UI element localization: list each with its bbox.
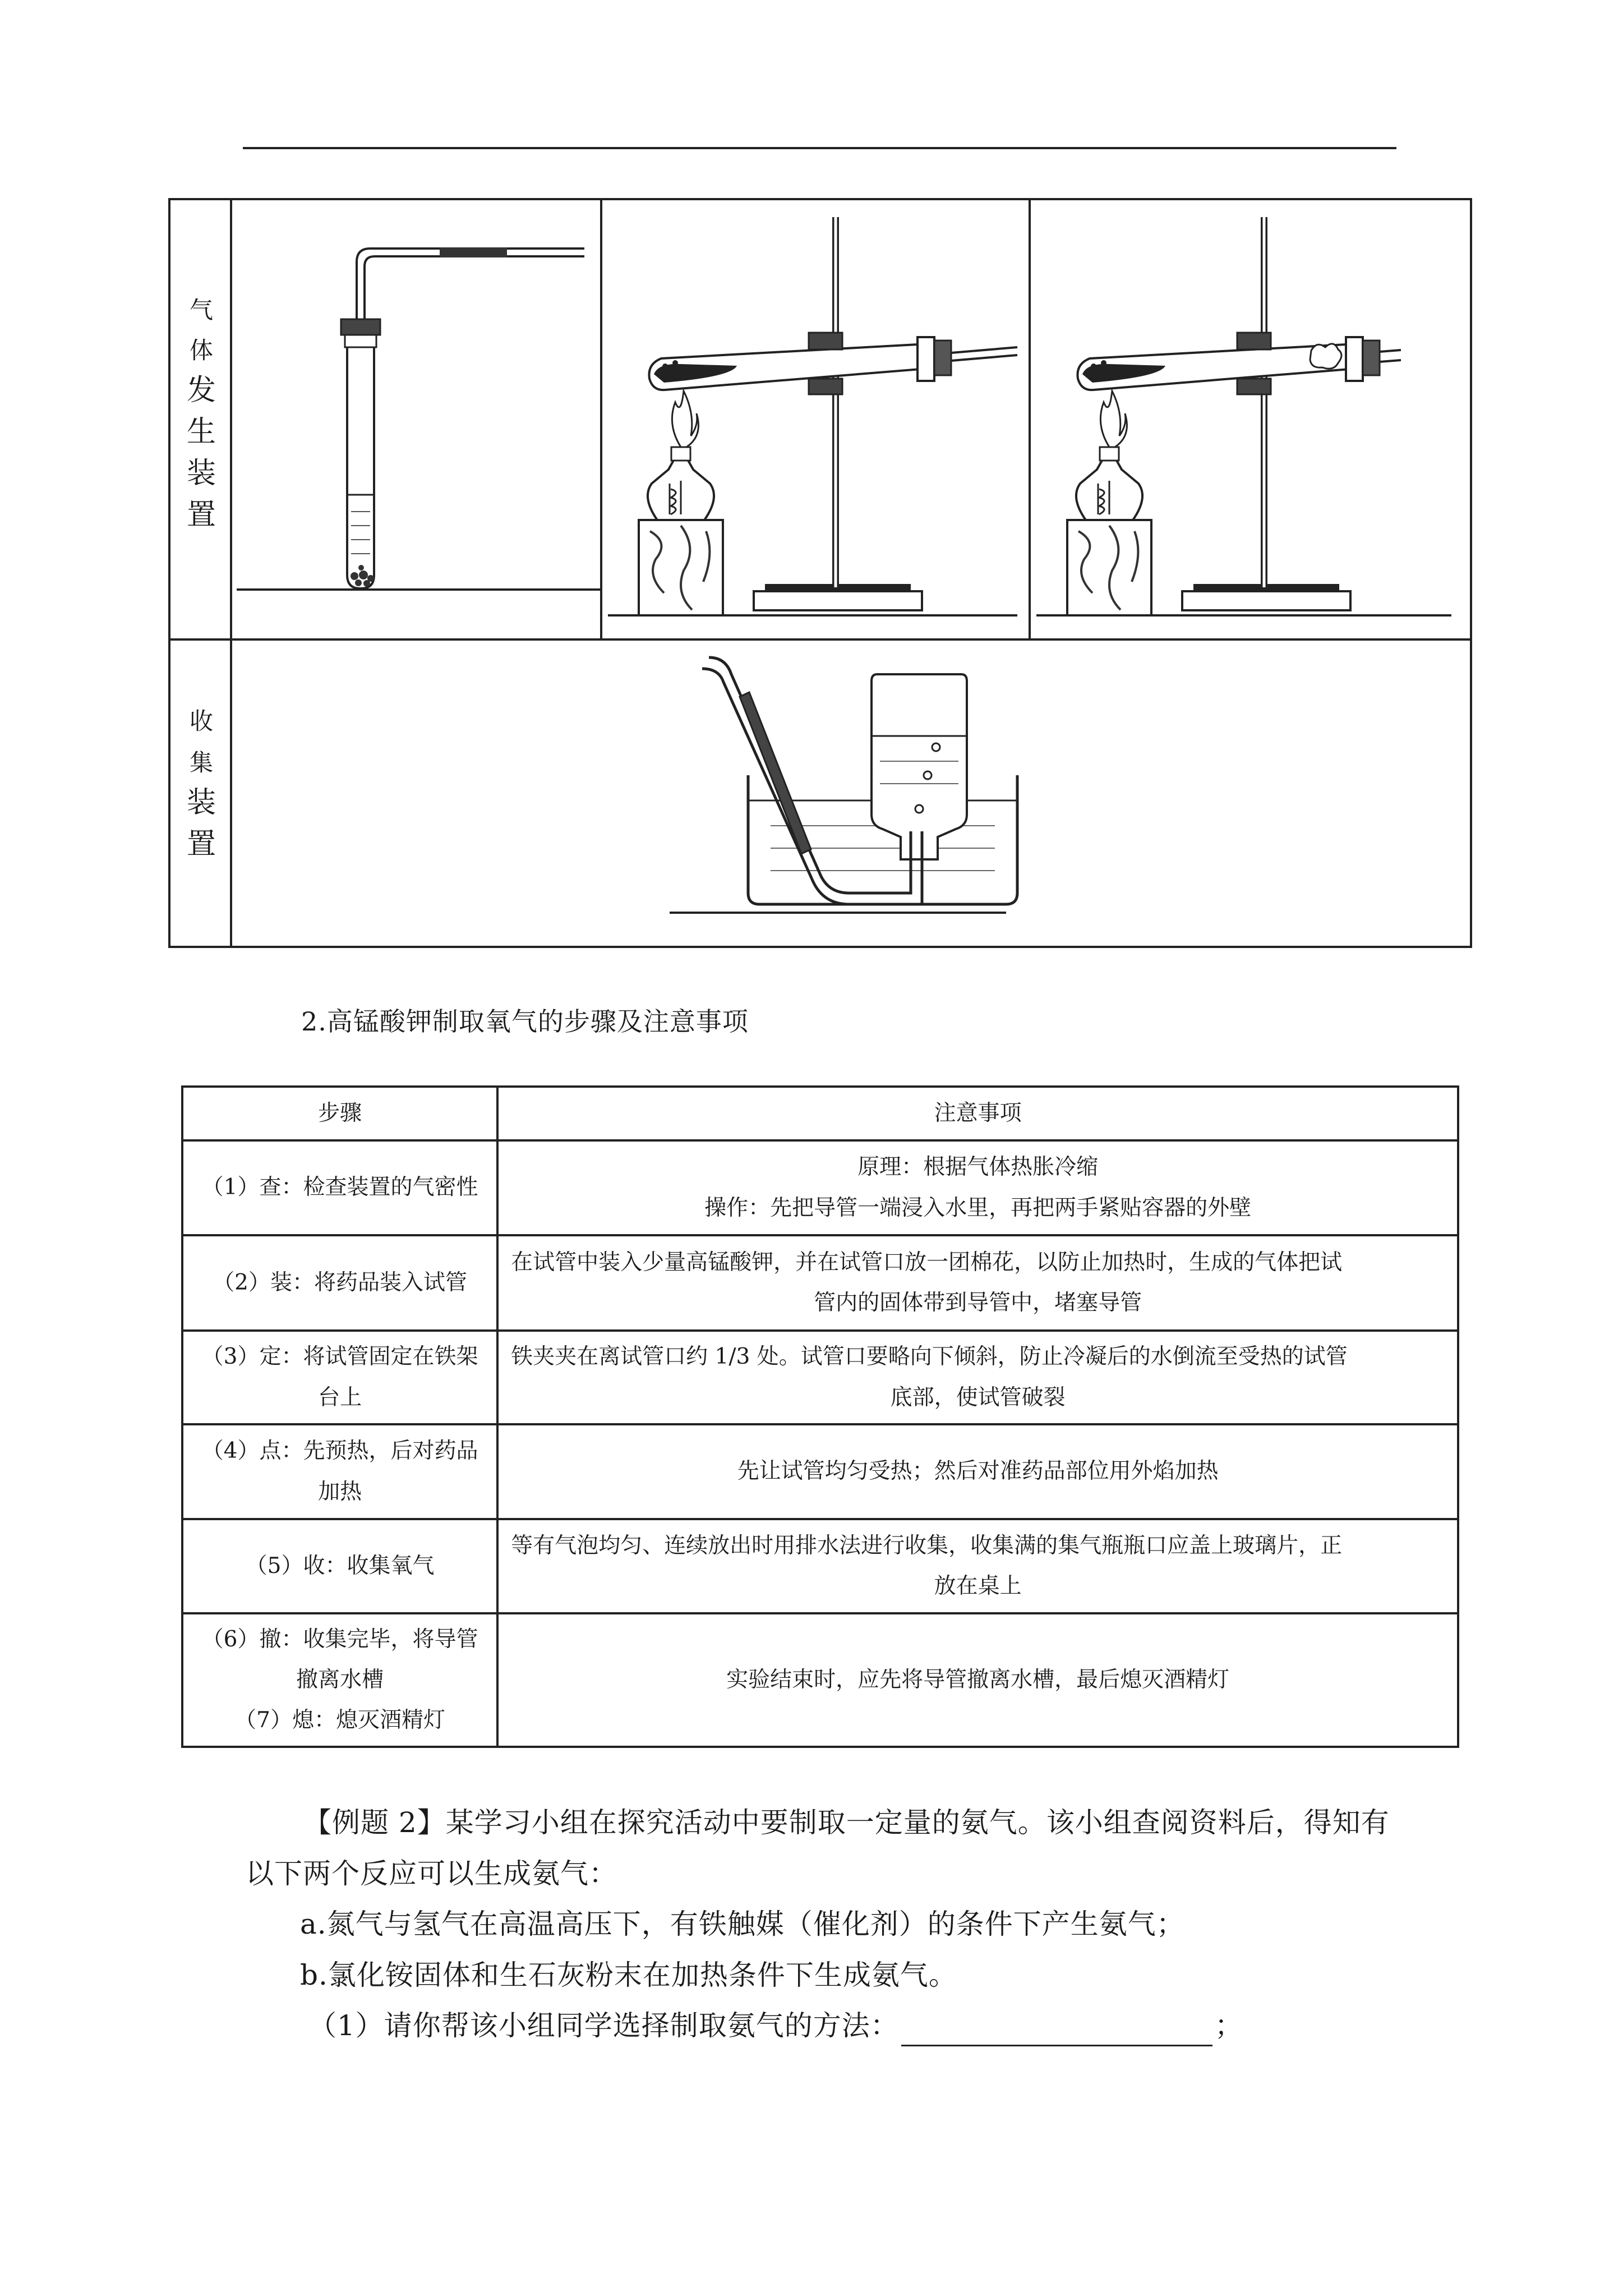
example-line-1: 【例题 2】某学习小组在探究活动中要制取一定量的氨气。该小组查阅资料后，得知有 [303,1806,1390,1839]
option-a: a.氮气与氢气在高温高压下，有铁触媒（催化剂）的条件下产生氨气； [300,1908,1185,1940]
header-notes: 注意事项 [497,1087,1458,1140]
table-row: （5）收：收集氧气 等有气泡均匀、连续放出时用排水法进行收集，收集满的集气瓶瓶口应盖上玻璃片，正 放在桌上 [182,1519,1458,1613]
header-rule [243,147,1396,149]
header-step: 步骤 [182,1087,497,1140]
question-1: （1）请你帮该小组同学选择制取氨气的方法： ； [308,2005,1243,2046]
table-row: （6）撤：收集完毕，将导管 撤离水槽 （7）熄：熄灭酒精灯 实验结束时，应先将导管撤离水槽，最后熄灭酒精灯 [182,1613,1458,1747]
gas-generation-label: 气 体 发 生 装 置 [186,296,216,532]
example-line-2: 以下两个反应可以生成氨气： [246,1857,617,1890]
answer-blank[interactable] [901,2018,1212,2046]
option-b: b.氯化铵固体和生石灰粉末在加热条件下生成氨气。 [300,1959,957,1991]
gas-collection-label: 收 集 装 置 [186,707,216,861]
water-displacement-collection-figure [232,641,1470,946]
table-row: （3）定：将试管固定在铁架 台上 铁夹夹在离试管口约 1/3 处。试管口要略向下倾斜，防止冷凝后的水倒流至受热的试管 底部，使试管破裂 [182,1331,1458,1424]
heating-apparatus-with-tube-figure [602,200,1029,638]
steps-table [181,1085,1459,1748]
heating-apparatus-with-cotton-figure [1031,200,1470,638]
table-row: （1）查：检查装置的气密性 原理：根据气体热胀冷缩 操作：先把导管一端浸入水里，再把两手紧贴容器的外壁 [182,1140,1458,1235]
table-row: （4）点：先预热，后对药品 加热 先让试管均匀受热；然后对准药品部位用外焰加热 [182,1424,1458,1519]
apparatus-table [168,198,1472,948]
test-tube-apparatus-figure [232,200,600,638]
table-row: （2）装：将药品装入试管 在试管中装入少量高锰酸钾，并在试管口放一团棉花，以防止加热时，生成的气体把试 管内的固体带到导管中，堵塞导管 [182,1235,1458,1331]
section-title: 2.高锰酸钾制取氧气的步骤及注意事项 [301,1006,749,1037]
